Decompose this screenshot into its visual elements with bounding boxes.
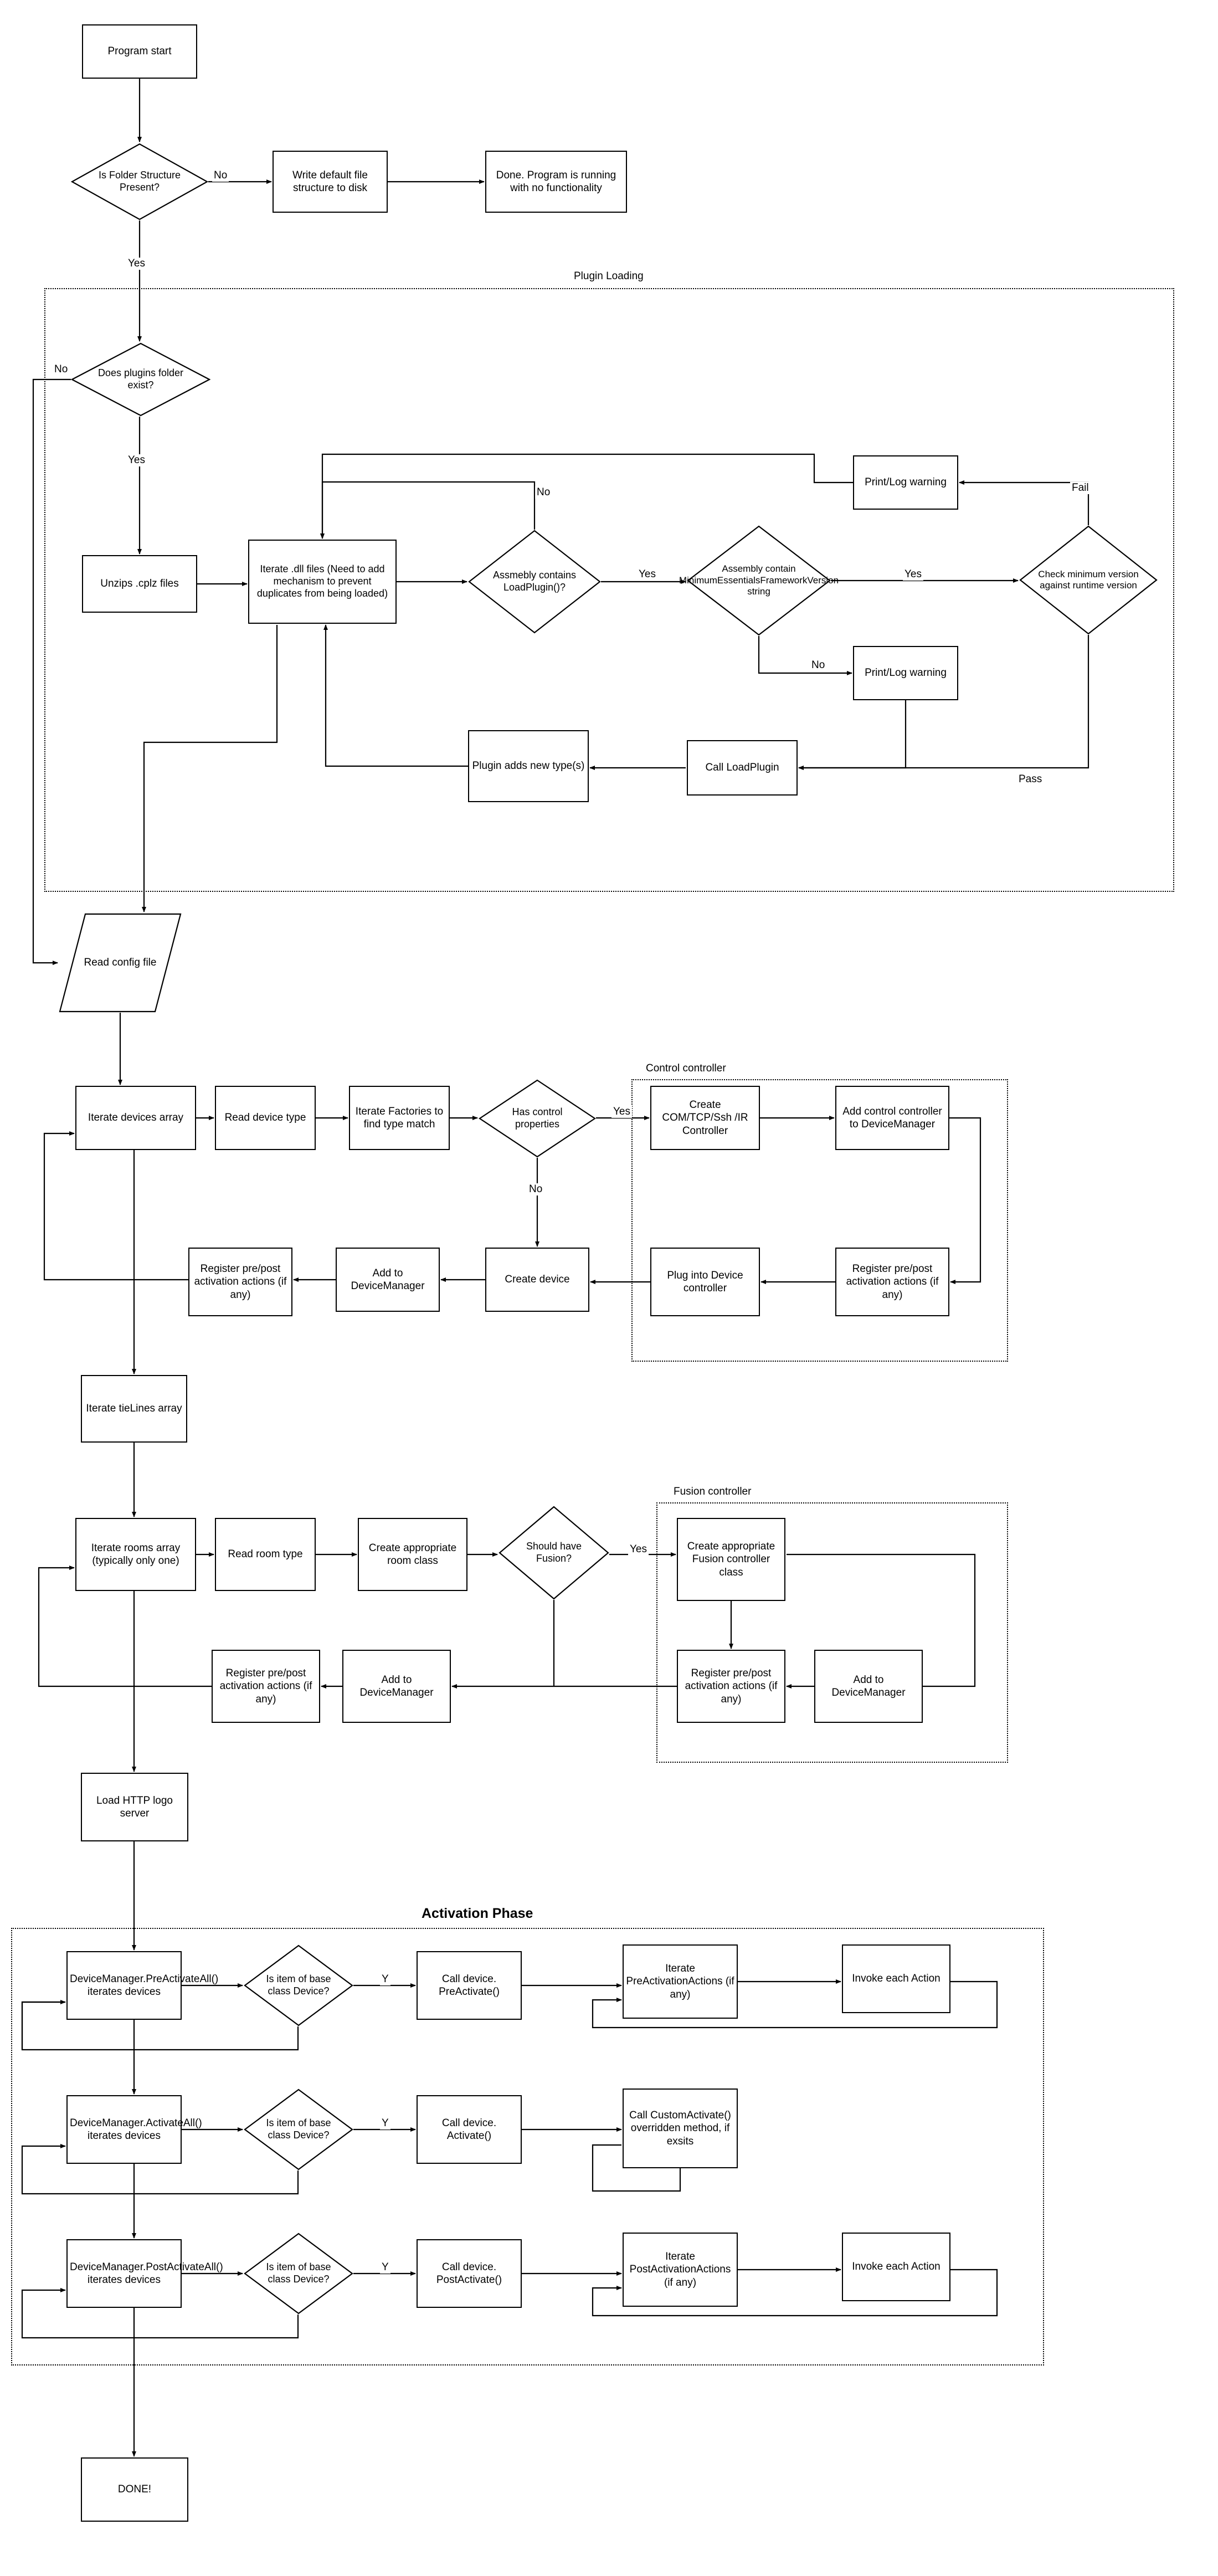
node-iterate-tielines-array[interactable]	[81, 1375, 187, 1443]
node-label: Is item of base class Device?	[266, 2117, 331, 2141]
group-label-fusion-controller: Fusion controller	[670, 1486, 754, 1498]
edge-label-no-folder: No	[212, 170, 229, 182]
node-iterate-factories[interactable]	[349, 1086, 450, 1150]
node-label: Register pre/post activation actions (if any)	[219, 1667, 312, 1705]
node-label: DeviceManager.ActivateAll() iterates devices	[70, 2117, 202, 2142]
edge-label-no-control-props: No	[527, 1183, 544, 1195]
node-label: Add control controller to DeviceManager	[842, 1105, 942, 1130]
node-devicemanager-activateall[interactable]	[66, 2095, 202, 2164]
node-add-control-controller-to-devicemanager[interactable]	[835, 1086, 949, 1150]
node-label: Is item of base class Device?	[266, 2261, 331, 2285]
node-label: Iterate PostActivationActions (if any)	[629, 2251, 731, 2288]
node-does-plugins-folder-exist[interactable]	[71, 342, 210, 417]
edge-label-yes-min-version: Yes	[903, 568, 923, 581]
node-register-prepost-actions-3[interactable]	[677, 1650, 785, 1723]
node-label: Call device. PreActivate()	[439, 1973, 500, 1998]
node-label: Check minimum version against runtime version	[1038, 568, 1139, 591]
node-label: Has control properties	[512, 1106, 563, 1130]
node-label: Call CustomActivate() overridden method, if exsits	[629, 2110, 731, 2147]
node-unzips-cplz-files[interactable]	[82, 555, 197, 613]
node-plug-into-device-controller[interactable]	[650, 1248, 760, 1316]
node-label: Call device. Activate()	[441, 2117, 497, 2142]
node-call-loadplugin[interactable]	[687, 740, 798, 796]
node-is-item-base-class-device-1[interactable]	[244, 1944, 353, 2026]
node-program-start[interactable]	[82, 24, 197, 79]
node-load-http-logo-server[interactable]	[81, 1773, 188, 1841]
node-label: Register pre/post activation actions (if any)	[685, 1667, 778, 1705]
node-devicemanager-postactivateall[interactable]	[66, 2239, 223, 2308]
edge-label-y-device-1: Y	[380, 1973, 390, 1985]
node-label: Add to DeviceManager	[351, 1267, 425, 1292]
node-label: Iterate rooms array (typically only one)	[91, 1542, 181, 1567]
node-label: Iterate devices array	[88, 1112, 184, 1124]
edge-label-no-loadplugin: No	[535, 486, 552, 499]
node-label: Write default file structure to disk	[292, 169, 368, 194]
edge-label-yes-fusion: Yes	[628, 1543, 649, 1556]
node-is-item-base-class-device-2[interactable]	[244, 2088, 353, 2170]
node-label: Unzips .cplz files	[100, 578, 179, 590]
node-label: Read device type	[224, 1112, 306, 1124]
edge-label-y-device-2: Y	[380, 2117, 390, 2129]
node-register-prepost-actions-2[interactable]	[188, 1248, 292, 1316]
node-label: Invoke each Action	[852, 2261, 941, 2273]
group-label-activation-phase: Activation Phase	[418, 1906, 536, 1922]
node-iterate-dll-files[interactable]	[248, 540, 397, 624]
node-add-to-devicemanager-1[interactable]	[336, 1248, 440, 1312]
group-label-control-controller: Control controller	[643, 1063, 729, 1075]
node-label: Load HTTP logo server	[96, 1794, 173, 1819]
node-label: Create appropriate Fusion controller class	[687, 1541, 775, 1578]
node-add-to-devicemanager-3[interactable]	[342, 1650, 451, 1723]
node-plugin-adds-new-types[interactable]	[468, 730, 589, 802]
node-label: Done. Program is running with no functionality	[496, 169, 616, 194]
node-label: Should have Fusion?	[526, 1541, 582, 1564]
node-label: DeviceManager.PostActivateAll() iterates devices	[70, 2261, 223, 2286]
node-check-minimum-version[interactable]	[1019, 525, 1158, 635]
node-label: Program start	[107, 45, 172, 58]
edge-label-pass-version-check: Pass	[1017, 773, 1044, 786]
node-has-control-properties[interactable]	[479, 1079, 596, 1158]
node-label: Assmebly contains LoadPlugin()?	[492, 569, 577, 593]
edge-label-y-device-3: Y	[380, 2261, 390, 2274]
node-label: Iterate tieLines array	[86, 1403, 182, 1415]
node-label: Assembly contain MinimumEssentialsFrameworkVersion string	[679, 563, 839, 597]
node-read-device-type[interactable]	[215, 1086, 316, 1150]
edge-label-no-plugins-folder: No	[53, 363, 69, 376]
node-label: Register pre/post activation actions (if any)	[846, 1263, 939, 1301]
node-is-folder-structure-present[interactable]	[71, 143, 208, 220]
node-iterate-postactivationactions[interactable]	[623, 2233, 738, 2307]
group-plugin-loading	[44, 288, 1174, 892]
node-label: Plug into Device controller	[667, 1269, 743, 1294]
node-iterate-preactivationactions[interactable]	[623, 1944, 738, 2019]
node-label: Call device. PostActivate()	[436, 2261, 502, 2286]
node-done-no-functionality[interactable]	[485, 151, 627, 213]
node-assembly-contains-min-version-string[interactable]	[679, 525, 839, 636]
node-call-device-postactivate[interactable]	[417, 2239, 522, 2308]
node-print-log-warning-1[interactable]	[853, 455, 958, 510]
node-label: Register pre/post activation actions (if any)	[194, 1263, 287, 1301]
node-label: Plugin adds new type(s)	[472, 760, 585, 772]
node-register-prepost-actions-1[interactable]	[835, 1248, 949, 1316]
node-label: Invoke each Action	[852, 1973, 941, 1985]
edge-label-yes-folder: Yes	[126, 258, 147, 270]
edge-label-yes-plugins-folder: Yes	[126, 454, 147, 466]
node-is-item-base-class-device-3[interactable]	[244, 2233, 353, 2315]
node-create-fusion-controller-class[interactable]	[677, 1518, 785, 1601]
node-call-customactivate[interactable]	[623, 2088, 738, 2168]
node-register-prepost-actions-4[interactable]	[212, 1650, 320, 1723]
node-label: Does plugins folder exist?	[97, 367, 184, 391]
node-label: DeviceManager.PreActivateAll() iterates devices	[70, 1973, 219, 1998]
node-label: Iterate PreActivationActions (if any)	[626, 1963, 734, 2000]
node-label: Call LoadPlugin	[705, 762, 779, 774]
node-print-log-warning-2[interactable]	[853, 646, 958, 700]
node-label: Iterate .dll files (Need to add mechanism to prevent duplicates from being loaded)	[256, 563, 388, 599]
node-label: Is item of base class Device?	[266, 1973, 331, 1997]
node-label: Is Folder Structure Present?	[98, 170, 181, 193]
edge-label-yes-loadplugin: Yes	[637, 568, 657, 581]
node-read-config-file[interactable]	[59, 913, 182, 1013]
node-label: Add to DeviceManager	[831, 1674, 906, 1698]
node-label: Create appropriate room class	[368, 1542, 457, 1567]
node-iterate-devices-array[interactable]	[75, 1086, 196, 1150]
node-call-device-activate[interactable]	[417, 2095, 522, 2164]
node-add-to-devicemanager-2[interactable]	[814, 1650, 923, 1723]
node-write-default-file-structure[interactable]	[273, 151, 388, 213]
node-label: Print/Log warning	[865, 667, 947, 679]
node-create-com-tcp-ssh-ir-controller[interactable]	[650, 1086, 760, 1150]
node-done[interactable]	[81, 2457, 188, 2522]
node-should-have-fusion[interactable]	[498, 1506, 609, 1600]
node-iterate-rooms-array[interactable]	[75, 1518, 196, 1591]
node-label: Iterate Factories to find type match	[355, 1105, 444, 1130]
node-create-device[interactable]	[485, 1248, 589, 1312]
node-label: Read room type	[228, 1548, 303, 1561]
node-invoke-each-action-1[interactable]	[842, 1944, 950, 2013]
node-invoke-each-action-2[interactable]	[842, 2233, 950, 2301]
node-devicemanager-preactivateall[interactable]	[66, 1951, 219, 2020]
node-label: DONE!	[117, 2483, 152, 2496]
edge-label-no-min-version: No	[810, 659, 826, 671]
edge-label-yes-control-props: Yes	[611, 1106, 632, 1118]
node-assembly-contains-loadplugin[interactable]	[468, 530, 601, 634]
node-label: Read config file	[84, 957, 157, 969]
node-read-room-type[interactable]	[215, 1518, 316, 1591]
edge-label-fail-version-check: Fail	[1070, 482, 1091, 494]
node-label: Print/Log warning	[865, 476, 947, 489]
node-call-device-preactivate[interactable]	[417, 1951, 522, 2020]
node-label: Add to DeviceManager	[359, 1674, 434, 1698]
node-label: Create device	[505, 1274, 570, 1286]
node-create-appropriate-room-class[interactable]	[358, 1518, 467, 1591]
node-label: Create COM/TCP/Ssh /IR Controller	[662, 1099, 748, 1137]
group-label-plugin-loading: Plugin Loading	[571, 270, 647, 283]
